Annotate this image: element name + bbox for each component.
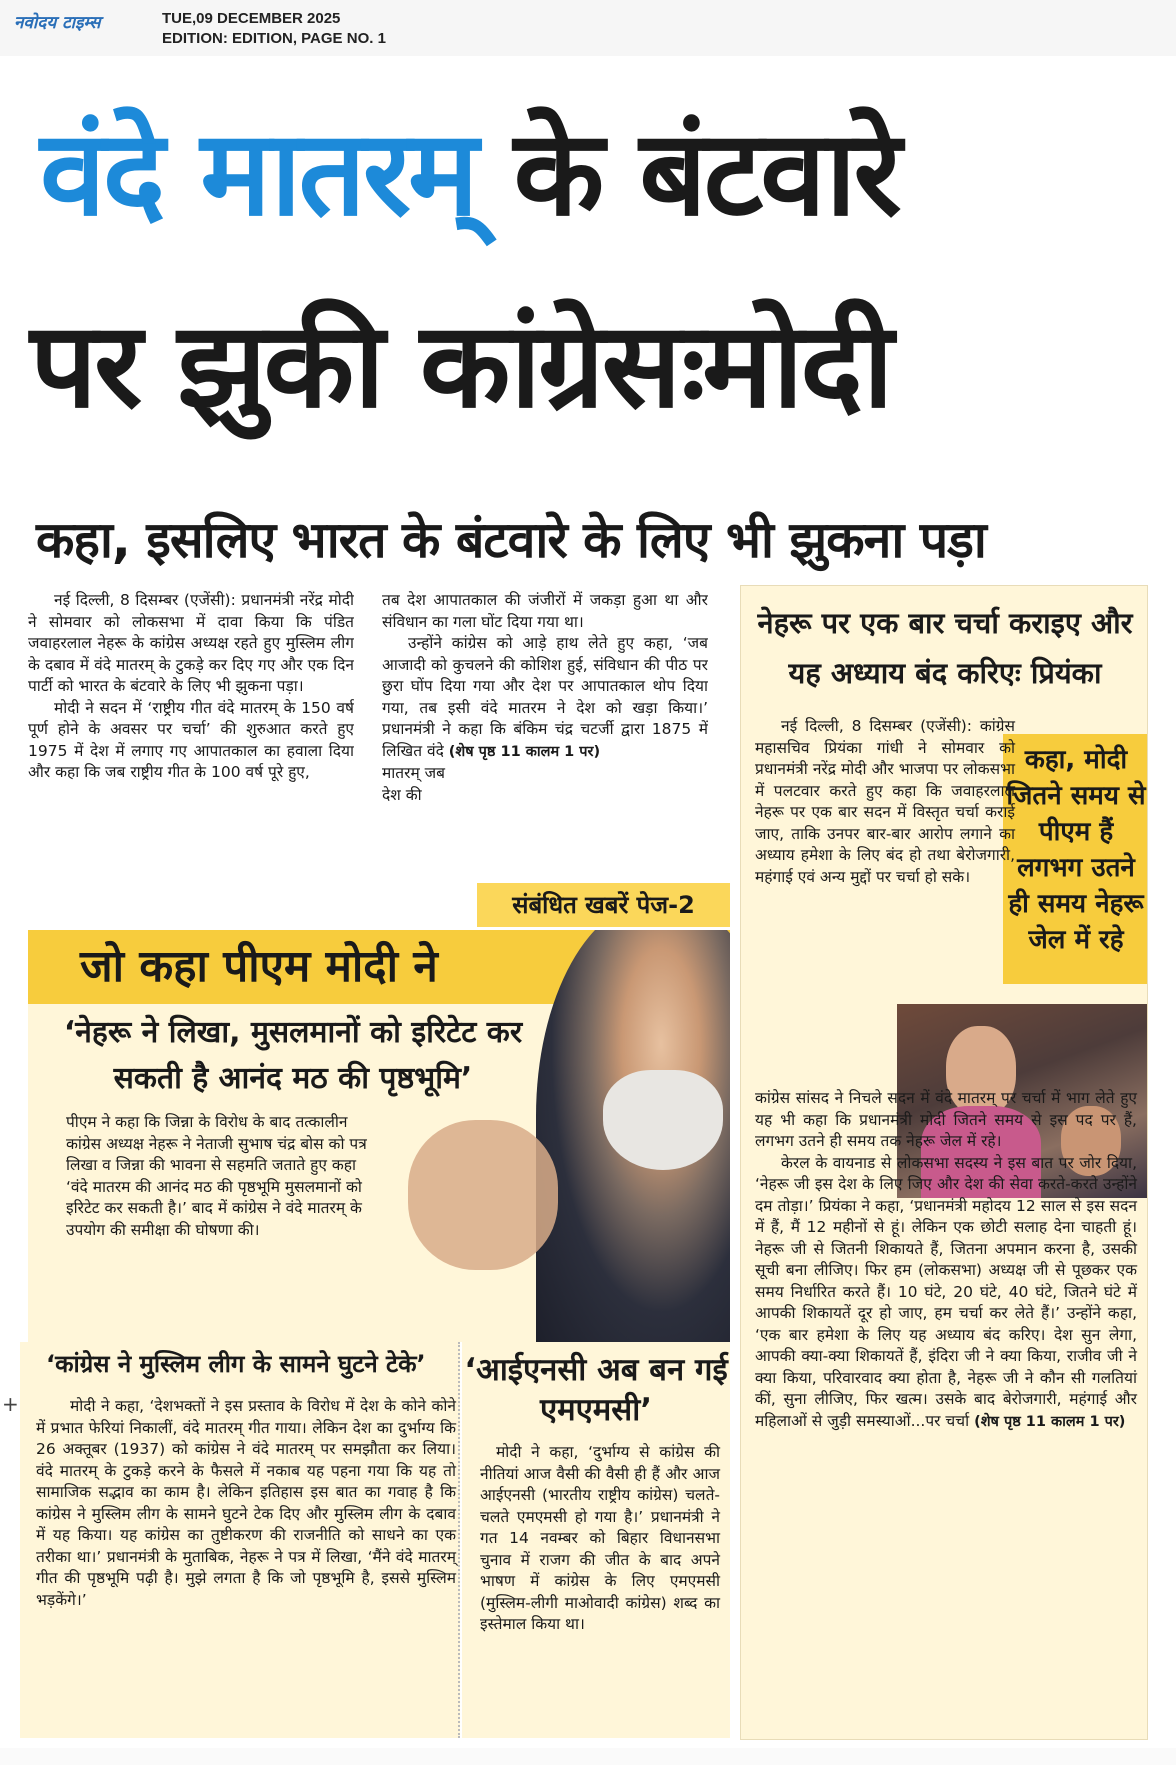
edition-info: EDITION: EDITION, PAGE NO. 1 bbox=[162, 30, 386, 47]
paragraph: नई दिल्ली, 8 दिसम्बर (एजेंसी): कांग्रेस महासचिव प्रियंका गांधी ने सोमवार को प्रधानमंत्री नरेंद्र मोदी और भाजपा पर लोकसभा में पलटवार करते हुए कहा कि जवाहरलाल नेहरू पर एक बार सदन में विस्तृत चर्चा कराई जाए, ताकि उनपर बार-बार आरोप लगाने का अध्याय हमेशा के लिए बंद हो तथा बेरोजगारी, महंगाई एवं अन्य मुद्दों पर चर्चा हो सके। bbox=[755, 717, 1015, 886]
inc-mmc-body: मोदी ने कहा, ‘दुर्भाग्य से कांग्रेस की नीतियां आज वैसी की वैसी ही हैं और आज आईएनसी (भारतीय राष्ट्रीय कांग्रेस) चलते-चलते एमएमसी हो गया है।’ प्रधानमंत्री ने गत 14 नवम्बर को बिहार विधानसभा चुनाव में राजग की जीत के बाद अपने भाषण में कांग्रेस के लिए एमएमसी (मुस्लिम-लीगी माओवादी कांग्रेस) शब्द का इस्तेमाल किया था। bbox=[480, 1443, 720, 1633]
main-story-column-2 bbox=[382, 590, 708, 920]
related-news-tag: संबंधित खबरें पेज-2 bbox=[477, 883, 730, 927]
dateline bbox=[162, 9, 386, 49]
paragraph: उन्होंने कांग्रेस को आड़े हाथ लेते हुए कहा, ‘जब आजादी को कुचलने की कोशिश हुई, संविधान की पीठ पर छुरा घोंप दिया गया और देश पर आपातकाल थोप दिया गया, तब इसी वंदे मातरम ने देश को खड़ा किया।’ प्रधानमंत्री ने कहा कि बंकिम चंद्र चटर्जी द्वारा 1875 में लिखित वंदे (शेष पृष्ठ 11 कालम 1 पर) bbox=[382, 634, 708, 760]
priyanka-callout: कहा, मोदी जितने समय से पीएम हैं लगभग उतने ही समय नेहरू जेल में रहे bbox=[1003, 734, 1148, 984]
subheadline: कहा, इसलिए भारत के बंटवारे के लिए भी झुकना पड़ा bbox=[36, 511, 986, 569]
bottom-strip bbox=[0, 1748, 1176, 1765]
paragraph: कांग्रेस सांसद ने निचले सदन में वंदे मातरम् पर चर्चा में भाग लेते हुए यह भी कहा कि प्रधानमंत्री मोदी जितने समय से इस पद पर हैं, लगभग उतने ही समय तक नेहरू जेल में रहे। bbox=[755, 1089, 1137, 1150]
priyanka-title: नेहरू पर एक बार चर्चा कराइए और यह अध्याय बंद करिएः प्रियंका bbox=[757, 606, 1133, 690]
modi-box-title: जो कहा पीएम मोदी ने bbox=[80, 941, 438, 992]
newspaper-logo: नवोदय टाइम्स bbox=[14, 13, 101, 33]
main-story-column-1 bbox=[28, 590, 354, 920]
modi-quote-heading: ‘नेहरू ने लिखा, मुसलमानों को इरिटेट कर सकती है आनंद मठ की पृष्ठभूमि’ bbox=[63, 1015, 523, 1096]
continued-note: (शेष पृष्ठ 11 कालम 1 पर) bbox=[974, 1413, 1126, 1430]
paragraph: तब देश आपातकाल की जंजीरों में जकड़ा हुआ था और संविधान का गला घोंट दिया गया था। bbox=[382, 591, 708, 631]
headline-line2: पर झुकी कांग्रेसःमोदी bbox=[30, 296, 891, 434]
crosshair-mark: + bbox=[2, 1392, 19, 1416]
paragraph: मातरम् जब देश की bbox=[382, 764, 446, 804]
modi-box-body: पीएम ने कहा कि जिन्ना के विरोध के बाद तत्कालीन कांग्रेस अध्यक्ष नेहरू ने नेताजी सुभाष चंद्र बोस को पत्र लिखा व जिन्ना की भावना से सहमति जताते हुए कहा ‘वंदे मातरम की आनंद मठ की पृष्ठभूमि मुसलमानों को इरिटेट कर सकती है।’ बाद में कांग्रेस ने वंदे मातरम् के उपयोग की समीक्षा की घोषणा की। bbox=[66, 1113, 367, 1239]
continued-note: (शेष पृष्ठ 11 कालम 1 पर) bbox=[448, 743, 601, 760]
priyanka-text bbox=[755, 716, 1137, 1433]
paragraph: नई दिल्ली, 8 दिसम्बर (एजेंसी): प्रधानमंत्री नरेंद्र मोदी ने सोमवार को लोकसभा में दावा किया कि पंडित जवाहरलाल नेहरू के कांग्रेस अध्यक्ष रहते हुए मुस्लिम लीग के दबाव में वंदे मातरम् के टुकड़े कर दिए गए और एक दिन पार्टी को भारत के बंटवारे के लिए भी झुकना पड़ा। bbox=[28, 591, 354, 695]
inc-mmc-title: ‘आईएनसी अब बन गई एमएमसी’ bbox=[464, 1352, 728, 1428]
modi-said-box bbox=[28, 930, 730, 1342]
headline-line1-rest: के बंटवारे bbox=[475, 104, 899, 242]
issue-date: TUE,09 DECEMBER 2025 bbox=[162, 10, 341, 27]
modi-photo-detail bbox=[603, 1070, 723, 1170]
paragraph: मोदी ने सदन में ‘राष्ट्रीय गीत वंदे मातरम् के 150 वर्ष पूर्ण होने के अवसर पर चर्चा’ की शुरुआत करते हुए 1975 में देश में लगाए गए आपातकाल का हवाला दिया और कहा कि जब राष्ट्रीय गीत के 100 वर्ष पूरे हुए, bbox=[28, 698, 354, 781]
muslim-league-box bbox=[20, 1342, 460, 1738]
headline-highlight: वंदे मातरम् bbox=[40, 104, 476, 242]
headline-line1 bbox=[40, 104, 899, 242]
inc-mmc-box bbox=[462, 1342, 730, 1738]
muslim-league-title: ‘कांग्रेस ने मुस्लिम लीग के सामने घुटने टेके’ bbox=[46, 1350, 426, 1378]
muslim-league-body: मोदी ने कहा, ‘देशभक्तों ने इस प्रस्ताव के विरोध में देश के कोने कोने में प्रभात फेरियां निकालीं, वंदे मातरम् गीत गाया। लेकिन देश का दुर्भाग्य कि 26 अक्तूबर (1937) को कांग्रेस ने वंदे मातरम् पर समझौता कर लिया। वंदे मातरम् के टुकड़े करने के फैसले में नकाब यह पहना गया कि यह तो सामाजिक सद्भाव का काम है। लेकिन इतिहास इस बात का गवाह है कि कांग्रेस ने मुस्लिम लीग के सामने घुटने टेक दिए और मुस्लिम लीग के दबाव में यह किया। यह कांग्रेस का तुष्टीकरण की राजनीति को साधने का एक तरीका था।’ प्रधानमंत्री के मुताबिक, नेहरू ने पत्र में लिखा, ‘मैंने वंदे मातरम् गीत की पृष्ठभूमि पढ़ी है। मुझे लगता है कि जो पृष्ठभूमि है, इससे मुस्लिम भड़केंगे।’ bbox=[36, 1397, 456, 1609]
modi-photo-hand bbox=[408, 1120, 558, 1270]
priyanka-box bbox=[740, 585, 1148, 1740]
paragraph: केरल के वायनाड से लोकसभा सदस्य ने इस बात पर जोर दिया, ‘नेहरू जी इस देश के लिए जिए और देश की सेवा करते-करते उन्होंने दम तोड़ा।’ प्रियंका ने कहा, ‘प्रधानमंत्री महोदय 12 साल से इस सदन में हैं, मैं 12 महीनों से हूं। लेकिन एक छोटी सलाह देना चाहती हूं। नेहरू जी से जितनी शिकायते हैं, जितना अपमान करना है, उसकी सूची बना लीजिए। फिर हम (लोकसभा) अध्यक्ष जी से पूछकर एक समय निर्धारित करते हैं। 10 घंटे, 20 घंटे, 40 घंटे, जितने घंटे में आपकी शिकायतें दूर हो जाए, हम चर्चा कर लेते हैं।’ उन्होंने कहा, ‘एक बार हमेशा के लिए यह अध्याय बंद करिए। देश सुन लेगा, आपकी क्या-क्या शिकायतें हैं, इंदिरा जी ने क्या किया, राजीव जी ने क्या किया, परिवारवाद क्या होता है, नेहरू जी ने कौन सी गलतियां कीं, सुना लीजिए, फिर खत्म। उसके बाद बेरोजगारी, महंगाई और महिलाओं से जुड़ी समस्याओं...पर चर्चा (शेष पृष्ठ 11 कालम 1 पर) bbox=[755, 1153, 1137, 1430]
masthead-bar bbox=[0, 0, 1176, 56]
